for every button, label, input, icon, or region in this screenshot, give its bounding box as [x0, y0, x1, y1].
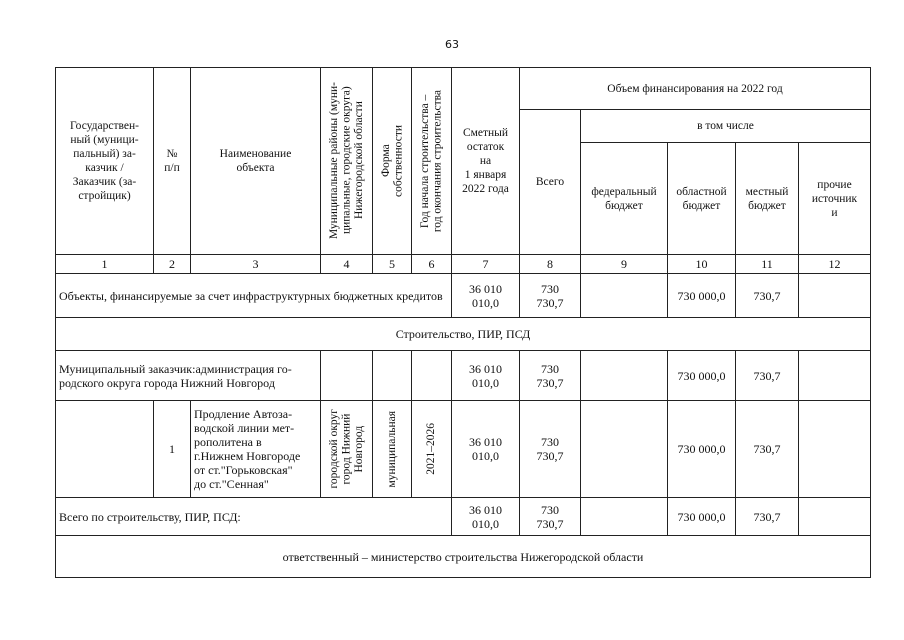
column-number: 11: [736, 255, 799, 274]
object-ownership-cell: [373, 401, 412, 498]
total-local: 730,7: [736, 498, 799, 536]
total-estimate: 36 010 010,0: [452, 498, 520, 536]
header-federal: федеральный бюджет: [581, 143, 668, 255]
infra-estimate: 36 010 010,0: [452, 274, 520, 318]
infra-local: 730,7: [736, 274, 799, 318]
header-municipality: Муниципальные районы (муни- ципальные, городские округа) Нижегородской области: [327, 82, 365, 240]
section-title: Строительство, ПИР, ПСД: [56, 318, 871, 351]
column-number: 12: [799, 255, 871, 274]
table-row: [56, 351, 871, 401]
header-object-name: Наименование объекта: [191, 68, 321, 255]
header-funding-volume: Объем финансирования на 2022 год: [520, 68, 871, 110]
object-estimate: 36 010 010,0: [452, 401, 520, 498]
infra-regional: 730 000,0: [668, 274, 736, 318]
object-years-cell: [412, 401, 452, 498]
object-num: 1: [154, 401, 191, 498]
column-number: 4: [321, 255, 373, 274]
table-row: [56, 274, 871, 318]
table-row: [56, 498, 871, 536]
header-regional: областной бюджет: [668, 143, 736, 255]
empty-cell: [56, 401, 154, 498]
header-ownership-cell: [373, 68, 412, 255]
header-years: Год начала строительства – год окончания строительства: [419, 89, 444, 233]
total-regional: 730 000,0: [668, 498, 736, 536]
empty-cell: [373, 351, 412, 401]
column-number: 8: [520, 255, 581, 274]
header-other: прочие источник и: [799, 143, 871, 255]
header-municipality-cell: [321, 68, 373, 255]
header-customer: Государствен- ный (муници- пальный) за- казчик / Заказчик (за- стройщик): [56, 68, 154, 255]
empty-cell: [799, 351, 871, 401]
responsible-note: ответственный – министерство строительства Нижегородской области: [56, 536, 871, 578]
object-regional: 730 000,0: [668, 401, 736, 498]
header-years-cell: [412, 68, 452, 255]
header-local: местный бюджет: [736, 143, 799, 255]
table-row: [56, 401, 871, 498]
object-local: 730,7: [736, 401, 799, 498]
object-years: 2021–2026: [425, 423, 438, 475]
object-name: Продление Автоза- водской линии мет- рополитена в г.Нижнем Новгороде от ст."Горьковская" до ст."Сенная": [191, 401, 321, 498]
funding-table: [55, 67, 871, 578]
header-ownership: Форма собственности: [379, 125, 404, 197]
column-number: 6: [412, 255, 452, 274]
header-estimate-balance: Сметный остаток на 1 января 2022 года: [452, 68, 520, 255]
column-number: 7: [452, 255, 520, 274]
total-total: 730 730,7: [520, 498, 581, 536]
empty-cell: [321, 351, 373, 401]
object-ownership: муниципальная: [385, 410, 398, 488]
column-number: 1: [56, 255, 154, 274]
infra-label: Объекты, финансируемые за счет инфраструктурных бюджетных кредитов: [56, 274, 452, 318]
empty-cell: [581, 401, 668, 498]
header-total: Всего: [520, 110, 581, 255]
customer-regional: 730 000,0: [668, 351, 736, 401]
empty-cell: [412, 351, 452, 401]
column-number: 2: [154, 255, 191, 274]
infra-federal: [581, 274, 668, 318]
column-number: 9: [581, 255, 668, 274]
empty-cell: [581, 498, 668, 536]
object-municipality: городской округ город Нижний Новгород: [327, 409, 365, 489]
empty-cell: [799, 498, 871, 536]
header-including: в том числе: [581, 110, 871, 143]
customer-total: 730 730,7: [520, 351, 581, 401]
infra-other: [799, 274, 871, 318]
customer-estimate: 36 010 010,0: [452, 351, 520, 401]
infra-total: 730 730,7: [520, 274, 581, 318]
column-number: 10: [668, 255, 736, 274]
column-number: 3: [191, 255, 321, 274]
empty-cell: [581, 351, 668, 401]
customer-local: 730,7: [736, 351, 799, 401]
total-label: Всего по строительству, ПИР, ПСД:: [56, 498, 452, 536]
object-municipality-cell: [321, 401, 373, 498]
customer-label: Муниципальный заказчик:администрация го- родского округа города Нижний Новгород: [56, 351, 321, 401]
header-num: № п/п: [154, 68, 191, 255]
column-number: 5: [373, 255, 412, 274]
object-total: 730 730,7: [520, 401, 581, 498]
empty-cell: [799, 401, 871, 498]
page-number: 63: [445, 38, 459, 51]
